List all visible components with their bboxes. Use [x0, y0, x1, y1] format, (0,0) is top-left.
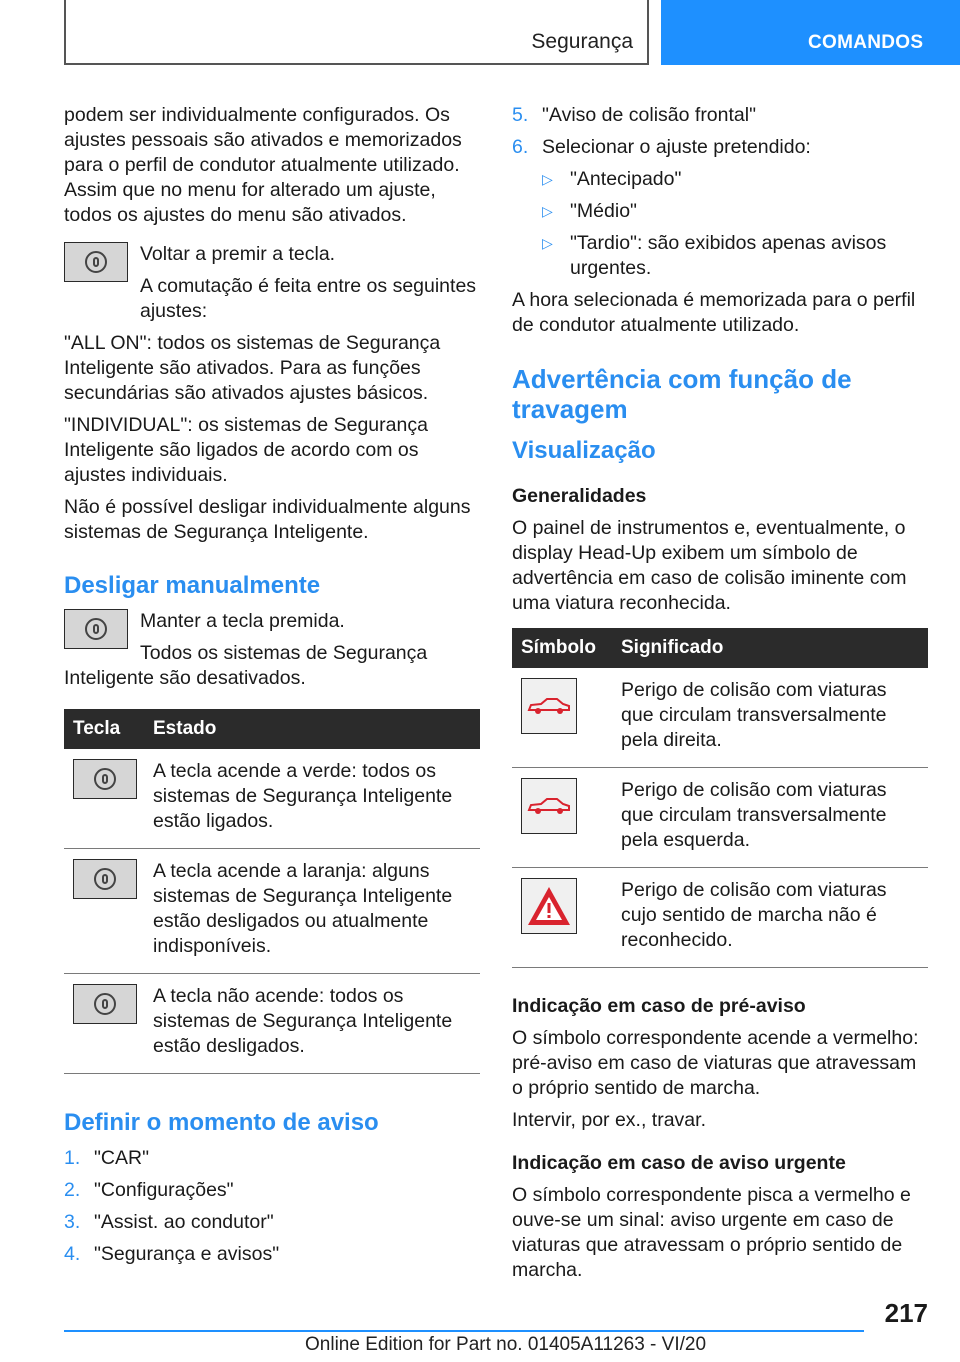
list-item: [64, 1242, 480, 1267]
car-wheel: [557, 708, 563, 714]
table-header-status: Estado: [144, 709, 480, 749]
safety-key-icon: [64, 609, 128, 649]
safety-key-icon: [73, 759, 137, 799]
list-item: [542, 231, 928, 281]
table-cell-text: Perigo de colisão com viaturas que circulam transversalmente pela esquerda.: [612, 768, 928, 868]
list-item: [64, 1210, 480, 1235]
table-cell-icon: [64, 849, 144, 974]
car-wheel: [535, 808, 541, 814]
urgent-text: O símbolo correspondente pisca a vermelho e ouve-se um sinal: aviso urgente em caso de viaturas que atravessam o próprio sentido de marcha.: [512, 1184, 911, 1281]
intervene-text: Intervir, por ex., travar.: [512, 1109, 706, 1131]
switch-text-span: A comutação é feita entre os seguintes ajustes:: [140, 275, 477, 322]
prewarning-text: O símbolo correspondente acende a vermelho: pré-aviso em caso de viaturas que atravessam o próprio sentido de marcha.: [512, 1027, 919, 1099]
header-section-box: [64, 0, 649, 65]
step-number: 5.: [512, 104, 529, 126]
list-item: [542, 199, 928, 224]
exclamation-dot: [548, 915, 551, 918]
list-item: [512, 135, 928, 160]
table-row: [64, 974, 480, 1074]
footer-divider: [64, 1330, 864, 1332]
key-row-hold: [64, 609, 480, 691]
option-text: "Tardio": são exibidos apenas avisos urgentes.: [570, 232, 887, 279]
car-red-svg: [527, 796, 571, 816]
step-text: "Assist. ao condutor": [94, 1211, 274, 1233]
table-cell-text: Perigo de colisão com viaturas que circulam transversalmente pela direita.: [612, 668, 928, 768]
general-text: O painel de instrumentos e, eventualmente, o display Head-Up exibem um símbolo de advertência em caso de colisão iminente com uma viatura reconhecida.: [512, 517, 907, 614]
car-wheel: [535, 708, 541, 714]
heading-display: Visualização: [512, 437, 656, 464]
car-red-svg: [527, 696, 571, 716]
heading-manual-off: Desligar manualmente: [64, 572, 321, 599]
steps-list-left: [64, 1146, 480, 1267]
warning-triangle-svg: [526, 885, 572, 927]
table-header-row: [64, 709, 480, 749]
cannot-disable-text: Não é possível desligar individualmente alguns sistemas de Segurança Inteligente.: [64, 496, 471, 543]
heading-warning-timing: Definir o momento de aviso: [64, 1109, 379, 1136]
heading-prewarning: Indicação em caso de pré-aviso: [512, 995, 806, 1017]
individual-text: "INDIVIDUAL": os sistemas de Segurança Inteligente são ligados de acordo com os ajustes individuais.: [64, 414, 428, 486]
table-row: [512, 868, 928, 968]
table-header-meaning: Significado: [612, 628, 928, 668]
car-body-path: [529, 799, 569, 810]
all-on-text: "ALL ON": todos os sistemas de Segurança Inteligente são ativados. Para as funções secundárias são ativados ajustes básicos.: [64, 332, 441, 404]
step-text: "Aviso de colisão frontal": [542, 104, 757, 126]
options-list: [542, 167, 928, 281]
option-text: "Médio": [570, 200, 637, 222]
table-header-symbol: Símbolo: [512, 628, 612, 668]
car-wheel: [557, 808, 563, 814]
heading-urgent: Indicação em caso de aviso urgente: [512, 1152, 846, 1174]
step-text: "Segurança e avisos": [94, 1243, 280, 1265]
step-text: "CAR": [94, 1147, 150, 1169]
key-row-press-again: [64, 242, 480, 324]
step-number: 6.: [512, 136, 529, 158]
press-again-text: Voltar a premir a tecla.: [140, 243, 336, 265]
left-column: [64, 103, 480, 1274]
table-row: [64, 749, 480, 849]
heading-general: Generalidades: [512, 485, 647, 507]
bullet-triangle-icon: ▷: [542, 171, 553, 187]
table-row: [512, 768, 928, 868]
table-row: [512, 668, 928, 768]
step-number: 3.: [64, 1211, 81, 1233]
memorized-text: A hora selecionada é memorizada para o perfil de condutor atualmente utilizado.: [512, 289, 916, 336]
list-item: [64, 1178, 480, 1203]
right-column: [512, 103, 928, 1290]
safety-key-icon: [73, 859, 137, 899]
all-off-text: Todos os sistemas de Segurança Inteligente são desativados.: [64, 642, 428, 689]
list-item: [512, 103, 928, 128]
symbol-table: [512, 628, 928, 968]
car-red-icon: [521, 678, 577, 734]
step-number: 4.: [64, 1243, 81, 1265]
page-number: 217: [884, 1298, 928, 1328]
footer-edition: Online Edition for Part no. 01405A11263 - VI/20: [305, 1334, 707, 1355]
header-section: Segurança: [531, 30, 633, 53]
bullet-triangle-icon: ▷: [542, 235, 553, 251]
step-number: 2.: [64, 1179, 81, 1201]
table-cell-icon: [512, 768, 612, 868]
step-number: 1.: [64, 1147, 81, 1169]
table-cell-icon: [64, 974, 144, 1074]
car-body-path: [529, 699, 569, 710]
hold-text: Manter a tecla premida.: [140, 610, 345, 632]
list-item: [542, 167, 928, 192]
warning-triangle-icon: [521, 878, 577, 934]
table-row: [64, 849, 480, 974]
exclamation-bar: [548, 903, 551, 913]
table-cell-icon: [64, 749, 144, 849]
bullet-triangle-icon: ▷: [542, 203, 553, 219]
step-text: Selecionar o ajuste pretendido:: [542, 136, 811, 158]
table-cell-text: A tecla acende a laranja: alguns sistemas de Segurança Inteligente estão desligados ou atualmente indisponíveis.: [144, 849, 480, 974]
table-header-row: [512, 628, 928, 668]
car-red-icon: [521, 778, 577, 834]
safety-key-icon: [73, 984, 137, 1024]
header-chapter: COMANDOS: [808, 32, 924, 53]
step-text: "Configurações": [94, 1179, 234, 1201]
table-header-key: Tecla: [64, 709, 144, 749]
table-cell-text: A tecla não acende: todos os sistemas de Segurança Inteligente estão desligados.: [144, 974, 480, 1074]
list-item: [64, 1146, 480, 1171]
paragraph-intro: podem ser individualmente configurados. Os ajustes pessoais são ativados e memorizados para o perfil de condutor atualmente utilizado. Assim que no menu for alterado um ajuste, todos os ajustes do menu são ativados.: [64, 104, 462, 226]
table-cell-text: Perigo de colisão com viaturas cujo sentido de marcha não é reconhecido.: [612, 868, 928, 968]
steps-list-right: [512, 103, 928, 160]
table-cell-icon: [512, 868, 612, 968]
key-status-table: [64, 709, 480, 1074]
option-text: "Antecipado": [570, 168, 682, 190]
table-cell-icon: [512, 668, 612, 768]
table-cell-text: A tecla acende a verde: todos os sistemas de Segurança Inteligente estão ligados.: [144, 749, 480, 849]
heading-brake-warning: Advertência com função de travagem: [512, 364, 852, 424]
safety-key-icon: [64, 242, 128, 282]
